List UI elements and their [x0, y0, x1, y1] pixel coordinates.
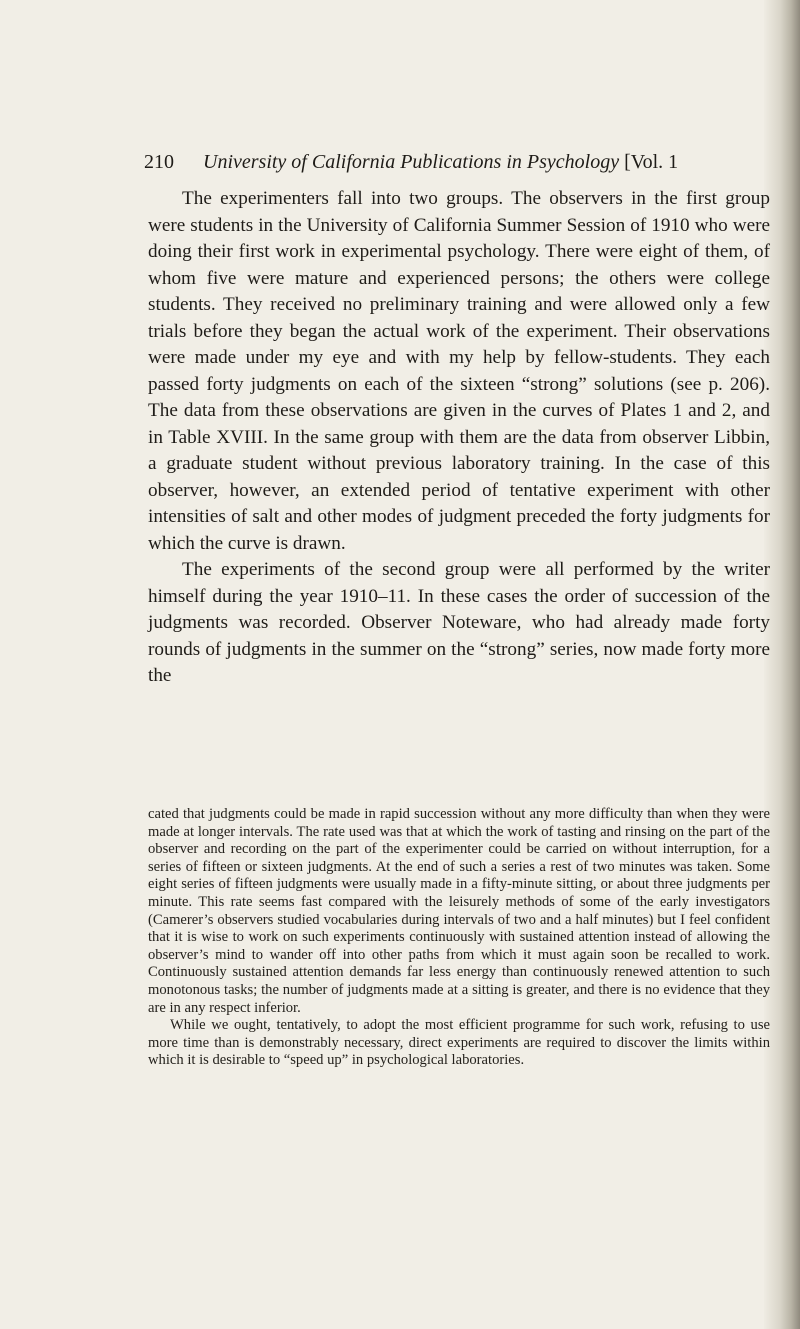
body-text	[148, 186, 770, 690]
journal-title: University of California Publications in Psychology	[203, 151, 620, 173]
body-paragraph: The experimenters fall into two groups. The observers in the first group were students in the University of California Summer Session of 1910 who were doing their first work in experimental psychology. There were eight of them, of whom five were mature and experienced persons; the others were college students. They received no preliminary training and were allowed only a few trials before they began the actual work of the experiment. Their observations were made under my eye and with my help by fellow-students. They each passed forty judgments on each of the sixteen “strong” solutions (see p. 206). The data from these observations are given in the curves of Plates 1 and 2, and in Table XVIII. In the same group with them are the data from observer Libbin, a graduate student without previous laboratory training. In the case of this observer, however, an extended period of tentative experiment with other intensities of salt and other modes of judgment preceded the forty judgments for which the curve is drawn.	[148, 188, 770, 554]
body-paragraph: The experiments of the second group were all performed by the writer himself during the year 1910–11. In these cases the order of succession of the judgments was recorded. Observer Noteware, who had already made forty rounds of judgments in the summer on the “strong” series, now made forty more the	[148, 559, 770, 686]
footnote	[148, 806, 770, 1070]
page-number: 210	[144, 151, 174, 173]
volume-label: [Vol. 1	[624, 151, 679, 173]
running-head	[144, 150, 772, 174]
footnote-paragraph: cated that judgments could be made in rapid succession without any more difficulty than when they were made at longer intervals. The rate used was that at which the work of tasting and rinsing on the part of the observer and recording on the part of the experimenter could be carried on without interruption, for a series of fifteen or sixteen judgments. At the end of such a series a rest of two minutes was taken. Some eight series of fifteen judgments were usually made in a fifty-minute sitting, or about three judgments per minute. This rate seems fast compared with the leisurely methods of some of the early investigators (Camerer’s observers studied vocabularies during intervals of two and a half minutes) but I feel confident that it is wise to work on such experiments continuously with sustained attention instead of allowing the observer’s mind to wander off into other paths from which it must again soon be recalled to work. Continuously sustained attention demands far less energy than continuously renewed attention to such monotonous tasks; the number of judgments made at a sitting is greater, and there is no evidence that they are in any respect inferior.	[148, 806, 770, 1016]
footnote-paragraph: While we ought, tentatively, to adopt the most efficient programme for such work, refusing to use more time than is demonstrably necessary, direct experiments are required to discover the limits within which it is desirable to “speed up” in psychological laboratories.	[148, 1017, 770, 1069]
